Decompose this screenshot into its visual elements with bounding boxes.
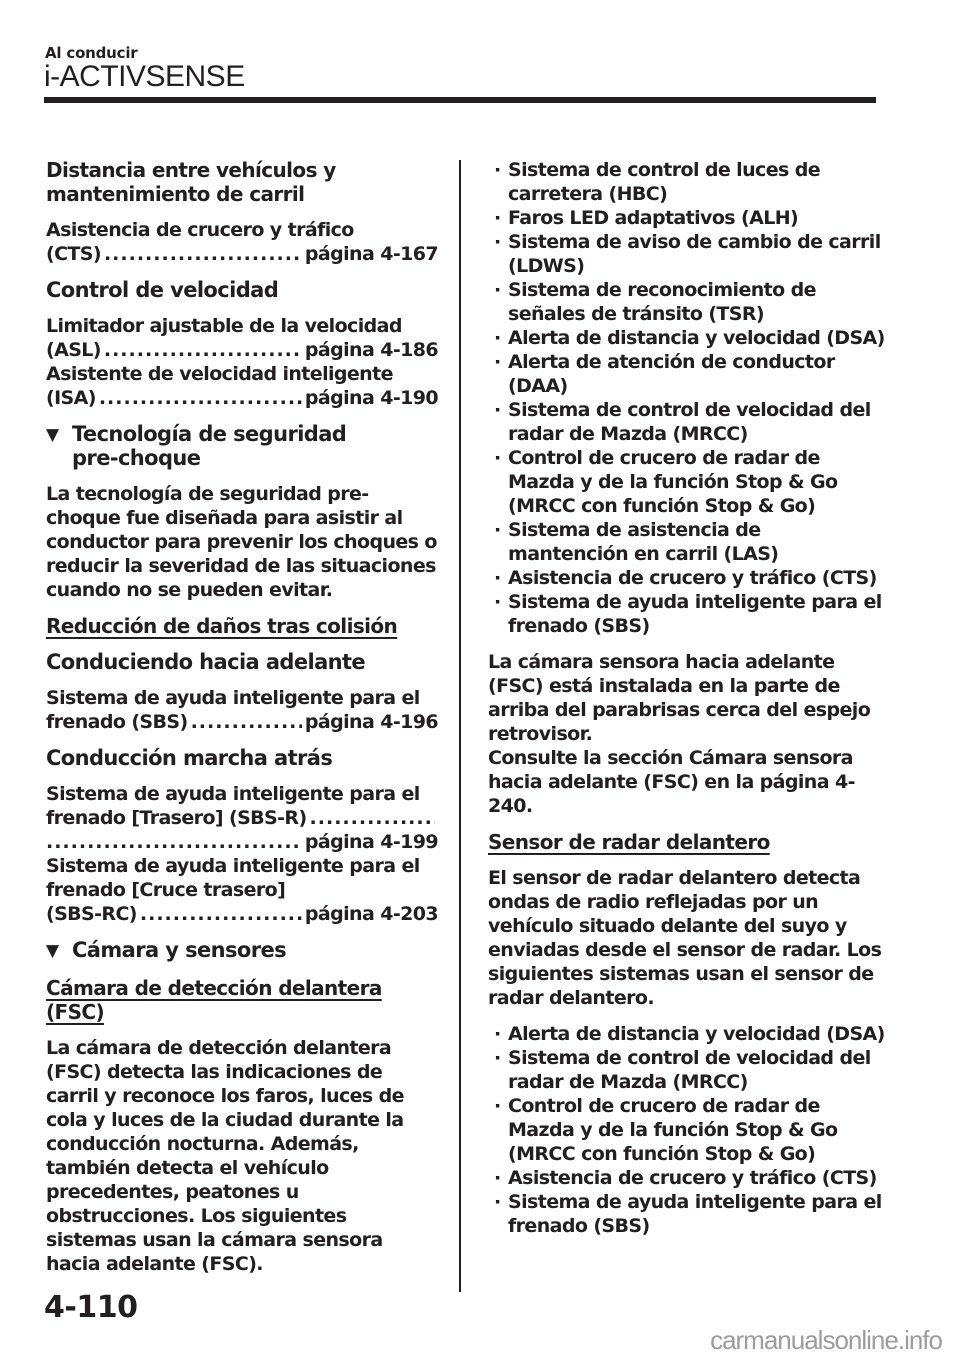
heading-text: Tecnología de seguridad bbox=[72, 422, 347, 446]
toc-page-ref[interactable]: página 4-196 bbox=[304, 711, 438, 733]
list-item: · Alerta de atención de conductor (DAA) bbox=[490, 350, 886, 398]
toc-entry-sbs-r[interactable] bbox=[46, 782, 438, 854]
toc-entry-text: Limitador ajustable de la velocidad bbox=[46, 315, 402, 337]
list-item: · Sistema de ayuda inteligente para el frenado (SBS) bbox=[490, 590, 886, 638]
subheading-forward: Conduciendo hacia adelante bbox=[46, 650, 366, 674]
toc-page-ref[interactable]: página 4-186 bbox=[304, 339, 438, 361]
list-item: · Alerta de distancia y velocidad (DSA) bbox=[490, 1022, 886, 1046]
toc-entry-cts[interactable] bbox=[46, 218, 438, 266]
page-number: 4-110 bbox=[44, 1290, 138, 1325]
header-rule bbox=[44, 97, 876, 103]
list-item: · Sistema de control de velocidad del radar de Mazda (MRCC) bbox=[490, 398, 886, 446]
list-item: · Control de crucero de radar de Mazda y de la función Stop & Go (MRCC con función Stop & Go) bbox=[490, 1094, 886, 1166]
toc-entry-abbr: frenado [Trasero] (SBS-R) bbox=[46, 807, 307, 829]
toc-entry-sbs[interactable] bbox=[46, 686, 438, 734]
toc-entry-abbr: (ISA) bbox=[46, 387, 96, 409]
toc-leader bbox=[191, 710, 302, 734]
radar-systems-list bbox=[490, 1022, 886, 1238]
toc-entry-text: Asistencia de crucero y tráfico bbox=[46, 219, 354, 241]
radar-paragraph: El sensor de radar delantero detecta ondas de radio reflejadas por un vehículo situado delante del suyo y enviadas desde el sensor de radar. Los siguientes sistemas usan el sensor de radar delantero. bbox=[488, 867, 882, 1009]
fsc-reference-paragraph[interactable]: Consulte la sección Cámara sensora hacia adelante (FSC) en la página 4-240. bbox=[488, 747, 855, 817]
watermark: carmanualsonline.info bbox=[710, 1325, 942, 1355]
column-divider bbox=[459, 160, 461, 1292]
toc-entry-asl[interactable] bbox=[46, 314, 438, 362]
triangle-down-icon: ▼ bbox=[46, 941, 59, 961]
list-item: · Asistencia de crucero y tráfico (CTS) bbox=[490, 1166, 886, 1190]
list-item: · Control de crucero de radar de Mazda y de la función Stop & Go (MRCC con función Stop & Go) bbox=[490, 446, 886, 518]
heading-camera-sensors bbox=[46, 938, 438, 964]
toc-entry-abbr: (CTS) bbox=[46, 243, 101, 265]
toc-entry-text: Asistente de velocidad inteligente bbox=[46, 363, 393, 385]
subheading-damage-reduction: Reducción de daños tras colisión bbox=[46, 614, 398, 638]
toc-entry-text: Sistema de ayuda inteligente para el bbox=[46, 783, 420, 805]
subheading-radar: Sensor de radar delantero bbox=[488, 830, 770, 854]
toc-entry-text: Sistema de ayuda inteligente para el bbox=[46, 855, 420, 877]
toc-entry-text: frenado [Cruce trasero] bbox=[46, 879, 286, 901]
list-item: · Sistema de control de luces de carretera (HBC) bbox=[490, 158, 886, 206]
header-kicker: Al conducir bbox=[45, 44, 138, 62]
toc-entry-abbr: (ASL) bbox=[46, 339, 101, 361]
toc-entry-sbs-rc[interactable] bbox=[46, 854, 438, 926]
toc-entry-abbr: frenado (SBS) bbox=[46, 711, 188, 733]
toc-leader bbox=[104, 242, 302, 266]
list-item: · Alerta de distancia y velocidad (DSA) bbox=[490, 326, 886, 350]
toc-leader bbox=[140, 902, 302, 926]
list-item: · Sistema de asistencia de mantención en carril (LAS) bbox=[490, 518, 886, 566]
section-title-speed: Control de velocidad bbox=[46, 278, 279, 302]
list-item: · Sistema de reconocimiento de señales de tránsito (TSR) bbox=[490, 278, 886, 326]
left-column bbox=[46, 158, 438, 1288]
page-title: i-ACTIVSENSE bbox=[44, 60, 245, 93]
toc-page-ref[interactable]: página 4-199 bbox=[304, 831, 438, 853]
toc-page-ref[interactable]: página 4-190 bbox=[304, 387, 438, 409]
toc-entry-abbr: (SBS-RC) bbox=[46, 903, 137, 925]
list-item: · Faros LED adaptativos (ALH) bbox=[490, 206, 886, 230]
toc-entry-isa[interactable] bbox=[46, 362, 438, 410]
triangle-down-icon: ▼ bbox=[46, 425, 59, 445]
fsc-paragraph: La cámara de detección delantera (FSC) detecta las indicaciones de carril y reconoce los faros, luces de cola y luces de la ciudad durante la conducción nocturna. Además, también detecta el vehículo precedentes, peatones u obstrucciones. Los siguientes sistemas usan la cámara sensora hacia adelante (FSC). bbox=[46, 1037, 404, 1275]
toc-leader bbox=[104, 338, 302, 362]
toc-page-ref[interactable]: página 4-167 bbox=[304, 243, 438, 265]
toc-leader bbox=[46, 830, 302, 854]
toc-leader bbox=[99, 386, 302, 410]
right-column bbox=[490, 158, 886, 1250]
toc-leader bbox=[310, 806, 435, 830]
heading-precrash bbox=[46, 422, 438, 470]
subheading-fsc: Cámara de detección delantera (FSC) bbox=[46, 976, 382, 1024]
list-item: · Sistema de ayuda inteligente para el frenado (SBS) bbox=[490, 1190, 886, 1238]
list-item: · Asistencia de crucero y tráfico (CTS) bbox=[490, 566, 886, 590]
fsc-location-paragraph: La cámara sensora hacia adelante (FSC) está instalada en la parte de arriba del parabrisas cerca del espejo retrovisor. bbox=[488, 651, 871, 745]
section-title-distance: Distancia entre vehículos y mantenimiento de carril bbox=[46, 158, 336, 206]
list-item: · Sistema de control de velocidad del radar de Mazda (MRCC) bbox=[490, 1046, 886, 1094]
list-item: · Sistema de aviso de cambio de carril (LDWS) bbox=[490, 230, 886, 278]
toc-entry-text: Sistema de ayuda inteligente para el bbox=[46, 687, 420, 709]
precrash-paragraph: La tecnología de seguridad pre-choque fue diseñada para asistir al conductor para prevenir los choques o reducir la severidad de las situaciones cuando no se pueden evitar. bbox=[46, 483, 437, 601]
fsc-systems-list bbox=[490, 158, 886, 638]
subheading-reverse: Conducción marcha atrás bbox=[46, 746, 333, 770]
toc-page-ref[interactable]: página 4-203 bbox=[304, 903, 438, 925]
heading-text: pre-choque bbox=[72, 446, 201, 470]
heading-text: Cámara y sensores bbox=[72, 938, 286, 962]
